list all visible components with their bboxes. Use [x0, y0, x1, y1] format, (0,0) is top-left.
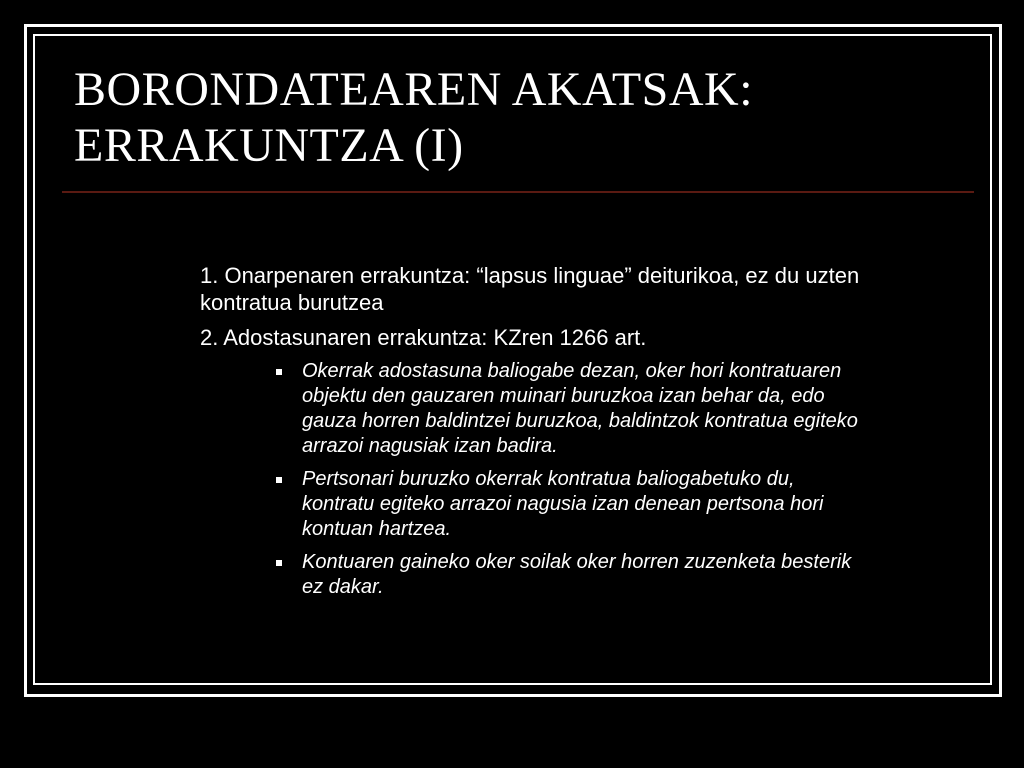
title-divider: [62, 191, 974, 193]
sub-bullet-2-text: Pertsonari buruzko okerrak kontratua baliogabetuko du, kontratu egiteko arrazoi nagusia izan denean pertsona hori kontuan hartzea.: [302, 468, 824, 540]
sub-bullet-list: [200, 359, 970, 600]
sub-bullet-2: [200, 467, 862, 542]
sub-bullet-1: [200, 359, 862, 459]
sub-bullet-1-text: Okerrak adostasuna baliogabe dezan, oker hori kontratuaren objektu den gauzaren muinari buruzkoa izan behar da, edo gauza horren baldintzei buruzkoa, baldintzok kontratua egiteko arrazoi nagusiak izan badira.: [302, 360, 858, 457]
numbered-item-2: 2. Adostasunaren errakuntza: KZren 1266 art.: [200, 325, 647, 350]
slide-title-line-2: ERRAKUNTZA (I): [74, 119, 464, 172]
sub-bullet-3: [200, 550, 862, 600]
square-bullet-icon: [276, 560, 282, 566]
sub-bullet-3-text: Kontuaren gaineko oker soilak oker horren zuzenketa besterik ez dakar.: [302, 551, 852, 598]
slide-title: [74, 62, 954, 174]
numbered-item-1: 1. Onarpenaren errakuntza: “lapsus linguae” deiturikoa, ez du uzten kontratua burutzea: [200, 263, 860, 315]
square-bullet-icon: [276, 477, 282, 483]
slide-body: [200, 262, 970, 608]
square-bullet-icon: [276, 369, 282, 375]
slide-title-line-1: BORONDATEAREN AKATSAK:: [74, 63, 754, 116]
